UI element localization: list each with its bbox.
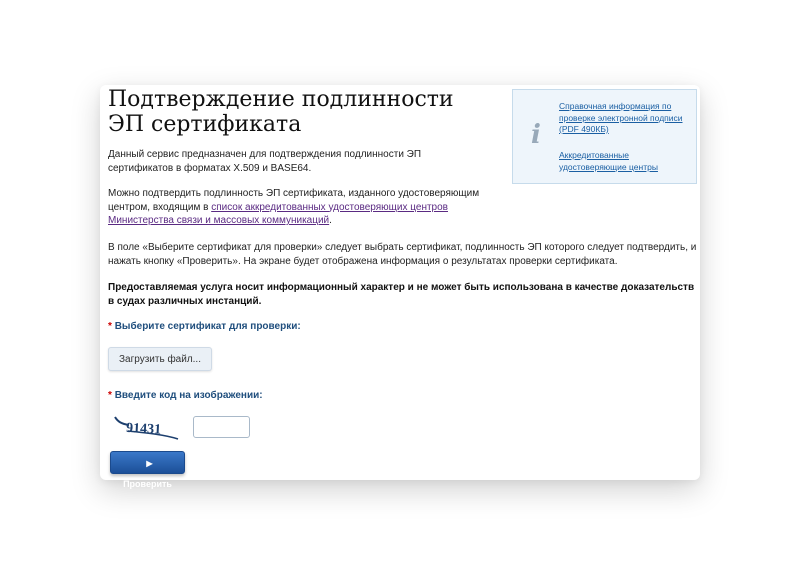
info-box: [512, 89, 697, 184]
play-icon: ▶: [146, 459, 153, 468]
accredited-suffix: .: [329, 215, 332, 226]
captcha-text: 91431: [125, 420, 162, 438]
required-mark: *: [108, 321, 112, 332]
page-title: Подтверждение подлинности ЭП сертификата: [108, 87, 454, 137]
check-button-label: Проверить: [123, 479, 172, 489]
info-icon: i: [531, 120, 541, 150]
disclaimer-text: Предоставляемая услуга носит информационный характер и не может быть использована в качестве доказательств в судах различных инстанций.: [108, 282, 695, 307]
captcha-image: [108, 413, 186, 441]
upload-file-button[interactable]: Загрузить файл...: [108, 347, 212, 371]
required-mark: *: [108, 390, 112, 401]
accredited-prefix: Можно подтвердить подлинность ЭП сертификата, изданного удостоверяющим центром, входящим в: [108, 188, 480, 213]
certificate-label-text: Выберите сертификат для проверки:: [114, 321, 301, 332]
content-card: [100, 85, 700, 489]
accredited-centers-sidebar-link[interactable]: Аккредитованные удостоверяющие центры: [559, 150, 658, 172]
accredited-centers-link[interactable]: список аккредитованных удостоверяющих центров Министерства связи и массовых коммуникаций: [108, 201, 448, 226]
accredited-text: [108, 187, 488, 228]
captcha-label-text: Введите код на изображении:: [114, 390, 263, 401]
signature-help-pdf-link[interactable]: Справочная информация по проверке электронной подписи (PDF 490КБ): [559, 101, 683, 134]
captcha-field-label: [108, 390, 263, 401]
check-button[interactable]: [110, 451, 185, 489]
instructions-text: В поле «Выберите сертификат для проверки» следует выбрать сертификат, подлинность ЭП которого следует подтвердить, и нажать кнопку «Проверить». На экране будет отображена информация о результатах проверки сертификата.: [108, 242, 697, 267]
intro-text: Данный сервис предназначен для подтверждения подлинности ЭП сертификатов в форматах X.509 и BASE64.: [108, 149, 422, 174]
certificate-field-label: [108, 321, 301, 332]
captcha-input[interactable]: [193, 416, 250, 438]
